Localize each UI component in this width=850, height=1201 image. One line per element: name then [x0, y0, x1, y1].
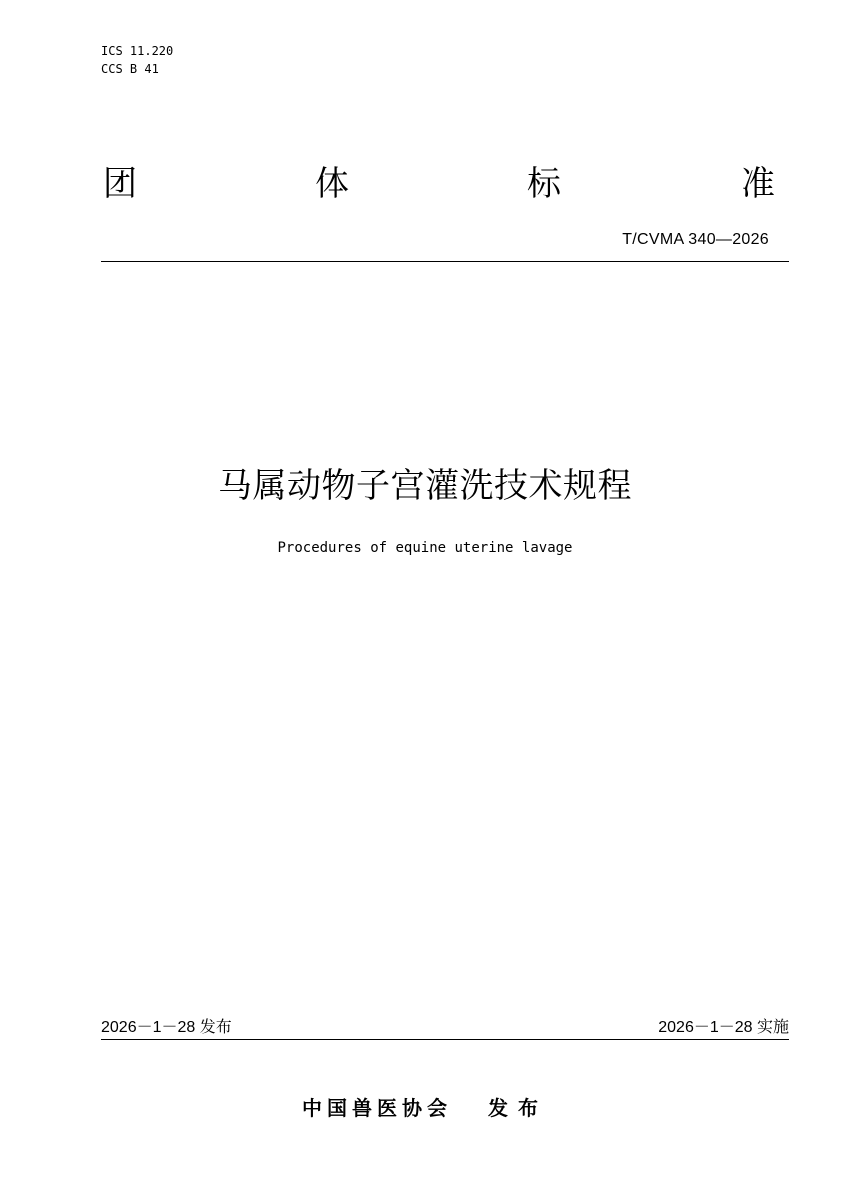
standard-number: T/CVMA 340—2026: [622, 231, 769, 248]
classification-codes: [101, 42, 173, 78]
standard-type-char-3: 标: [527, 164, 561, 204]
ics-code: ICS 11.220: [101, 44, 174, 58]
standard-type-char-1: 团: [103, 164, 137, 204]
standard-type-char-2: 体: [315, 164, 349, 204]
standard-type-heading: [101, 160, 775, 208]
publish-date: 2026－1－28 发布: [101, 1019, 232, 1036]
publisher-action: 发布: [488, 1096, 548, 1120]
ccs-code: CCS B 41: [101, 62, 159, 76]
bottom-divider: [101, 1039, 789, 1040]
top-divider: [101, 261, 789, 262]
document-title-english: Procedures of equine uterine lavage: [277, 540, 573, 556]
publisher-line: [0, 1094, 850, 1122]
document-title-chinese: 马属动物子宫灌洗技术规程: [218, 466, 632, 506]
publisher-organization: 中国兽医协会: [302, 1096, 452, 1120]
standard-type-char-4: 准: [741, 164, 775, 204]
implement-date: 2026－1－28 实施: [658, 1019, 789, 1036]
